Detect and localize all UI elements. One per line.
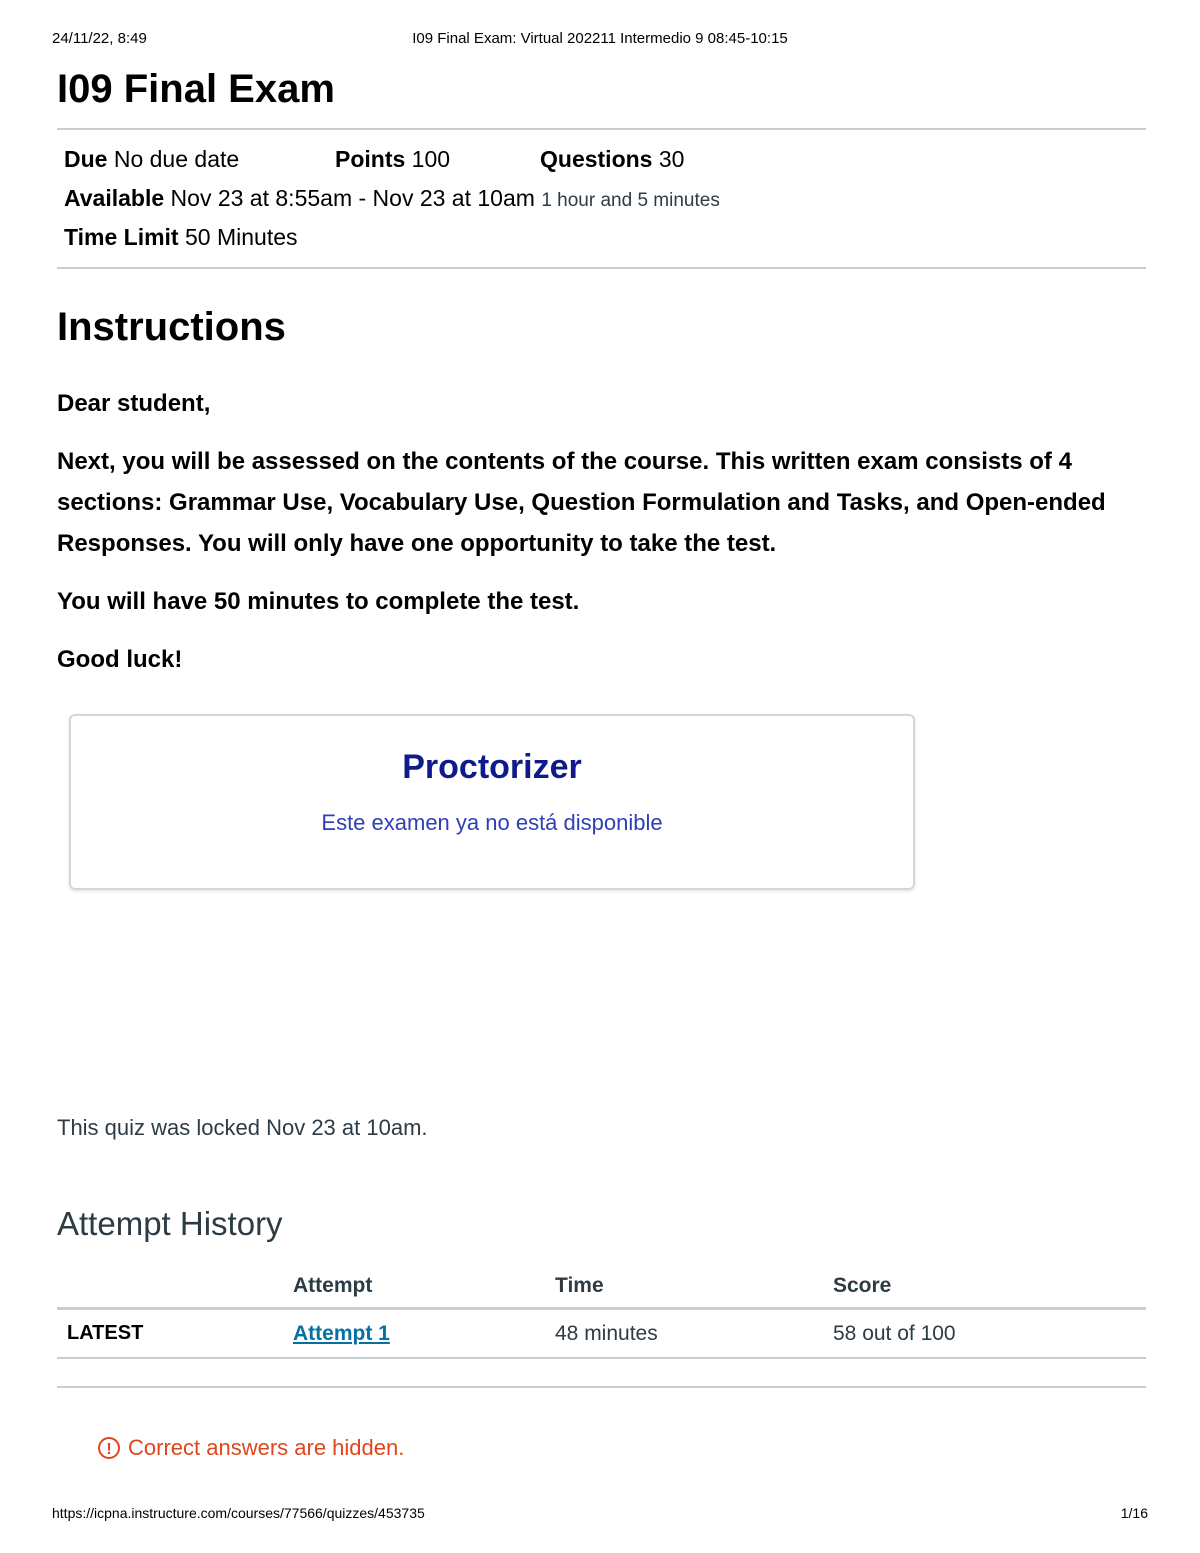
quiz-details bbox=[57, 130, 1146, 267]
print-footer bbox=[52, 1505, 1148, 1525]
attempt-history-table bbox=[57, 1265, 1146, 1359]
proctorizer-message: Este examen ya no está disponible bbox=[321, 810, 663, 835]
points-value: 100 bbox=[411, 146, 451, 172]
print-date: 24/11/22, 8:49 bbox=[52, 30, 147, 47]
column-header-score: Score bbox=[833, 1265, 1146, 1309]
details-row-1 bbox=[64, 140, 1146, 179]
details-row-2 bbox=[64, 179, 1146, 218]
quiz-title: I09 Final Exam bbox=[57, 67, 335, 111]
proctorizer-panel bbox=[69, 714, 915, 890]
details-row-3 bbox=[64, 218, 1146, 257]
points-label: Points bbox=[335, 146, 406, 172]
available-value: Nov 23 at 8:55am - Nov 23 at 10am bbox=[170, 185, 535, 211]
print-page-number: 1/16 bbox=[1120, 1505, 1148, 1521]
points-item bbox=[335, 140, 540, 179]
locked-message: This quiz was locked Nov 23 at 10am. bbox=[57, 1115, 428, 1140]
available-duration: 1 hour and 5 minutes bbox=[541, 190, 720, 211]
column-header-time: Time bbox=[555, 1265, 833, 1309]
questions-label: Questions bbox=[540, 146, 653, 172]
column-header bbox=[57, 1265, 293, 1309]
questions-item bbox=[540, 140, 684, 179]
time-limit-value: 50 Minutes bbox=[185, 224, 298, 250]
due-value: No due date bbox=[113, 146, 240, 172]
due-item bbox=[64, 140, 335, 179]
attempt-1-link[interactable]: Attempt 1 bbox=[293, 1321, 390, 1345]
column-header-attempt: Attempt bbox=[293, 1265, 555, 1309]
correct-answers-notice bbox=[98, 1435, 404, 1461]
latest-tag: LATEST bbox=[57, 1309, 293, 1359]
instructions-greeting: Dear student, bbox=[57, 390, 211, 417]
attempt-history-title: Attempt History bbox=[57, 1205, 283, 1242]
table-header-row bbox=[57, 1265, 1146, 1309]
table-row bbox=[57, 1309, 1146, 1359]
divider bbox=[57, 1386, 1146, 1388]
time-limit-label: Time Limit bbox=[64, 224, 179, 250]
print-page-title: I09 Final Exam: Virtual 202211 Intermedio 9 08:45-10:15 bbox=[412, 30, 788, 47]
available-label: Available bbox=[64, 185, 165, 211]
proctorizer-title: Proctorizer bbox=[402, 748, 582, 786]
instructions-time-note: You will have 50 minutes to complete the test. bbox=[57, 588, 580, 615]
score-cell: 58 out of 100 bbox=[833, 1309, 1146, 1359]
questions-value: 30 bbox=[658, 146, 685, 172]
time-cell: 48 minutes bbox=[555, 1309, 833, 1359]
attempt-cell bbox=[293, 1309, 555, 1359]
warning-icon: ! bbox=[98, 1437, 120, 1459]
quiz-content bbox=[57, 62, 1146, 890]
divider bbox=[57, 267, 1146, 269]
print-url: https://icpna.instructure.com/courses/77566/quizzes/453735 bbox=[52, 1505, 425, 1521]
instructions-body: Next, you will be assessed on the contents of the course. This written exam consists of 4 sections: Grammar Use, Vocabulary Use, Question Formulation and Tasks, and Open-ended Responses. You will only have one opportunity to take the test. bbox=[57, 448, 1106, 557]
instructions-closing: Good luck! bbox=[57, 646, 183, 673]
instructions-title: Instructions bbox=[57, 305, 286, 349]
correct-answers-hidden-text: Correct answers are hidden. bbox=[128, 1435, 405, 1460]
due-label: Due bbox=[64, 146, 108, 172]
print-header bbox=[52, 30, 1148, 50]
